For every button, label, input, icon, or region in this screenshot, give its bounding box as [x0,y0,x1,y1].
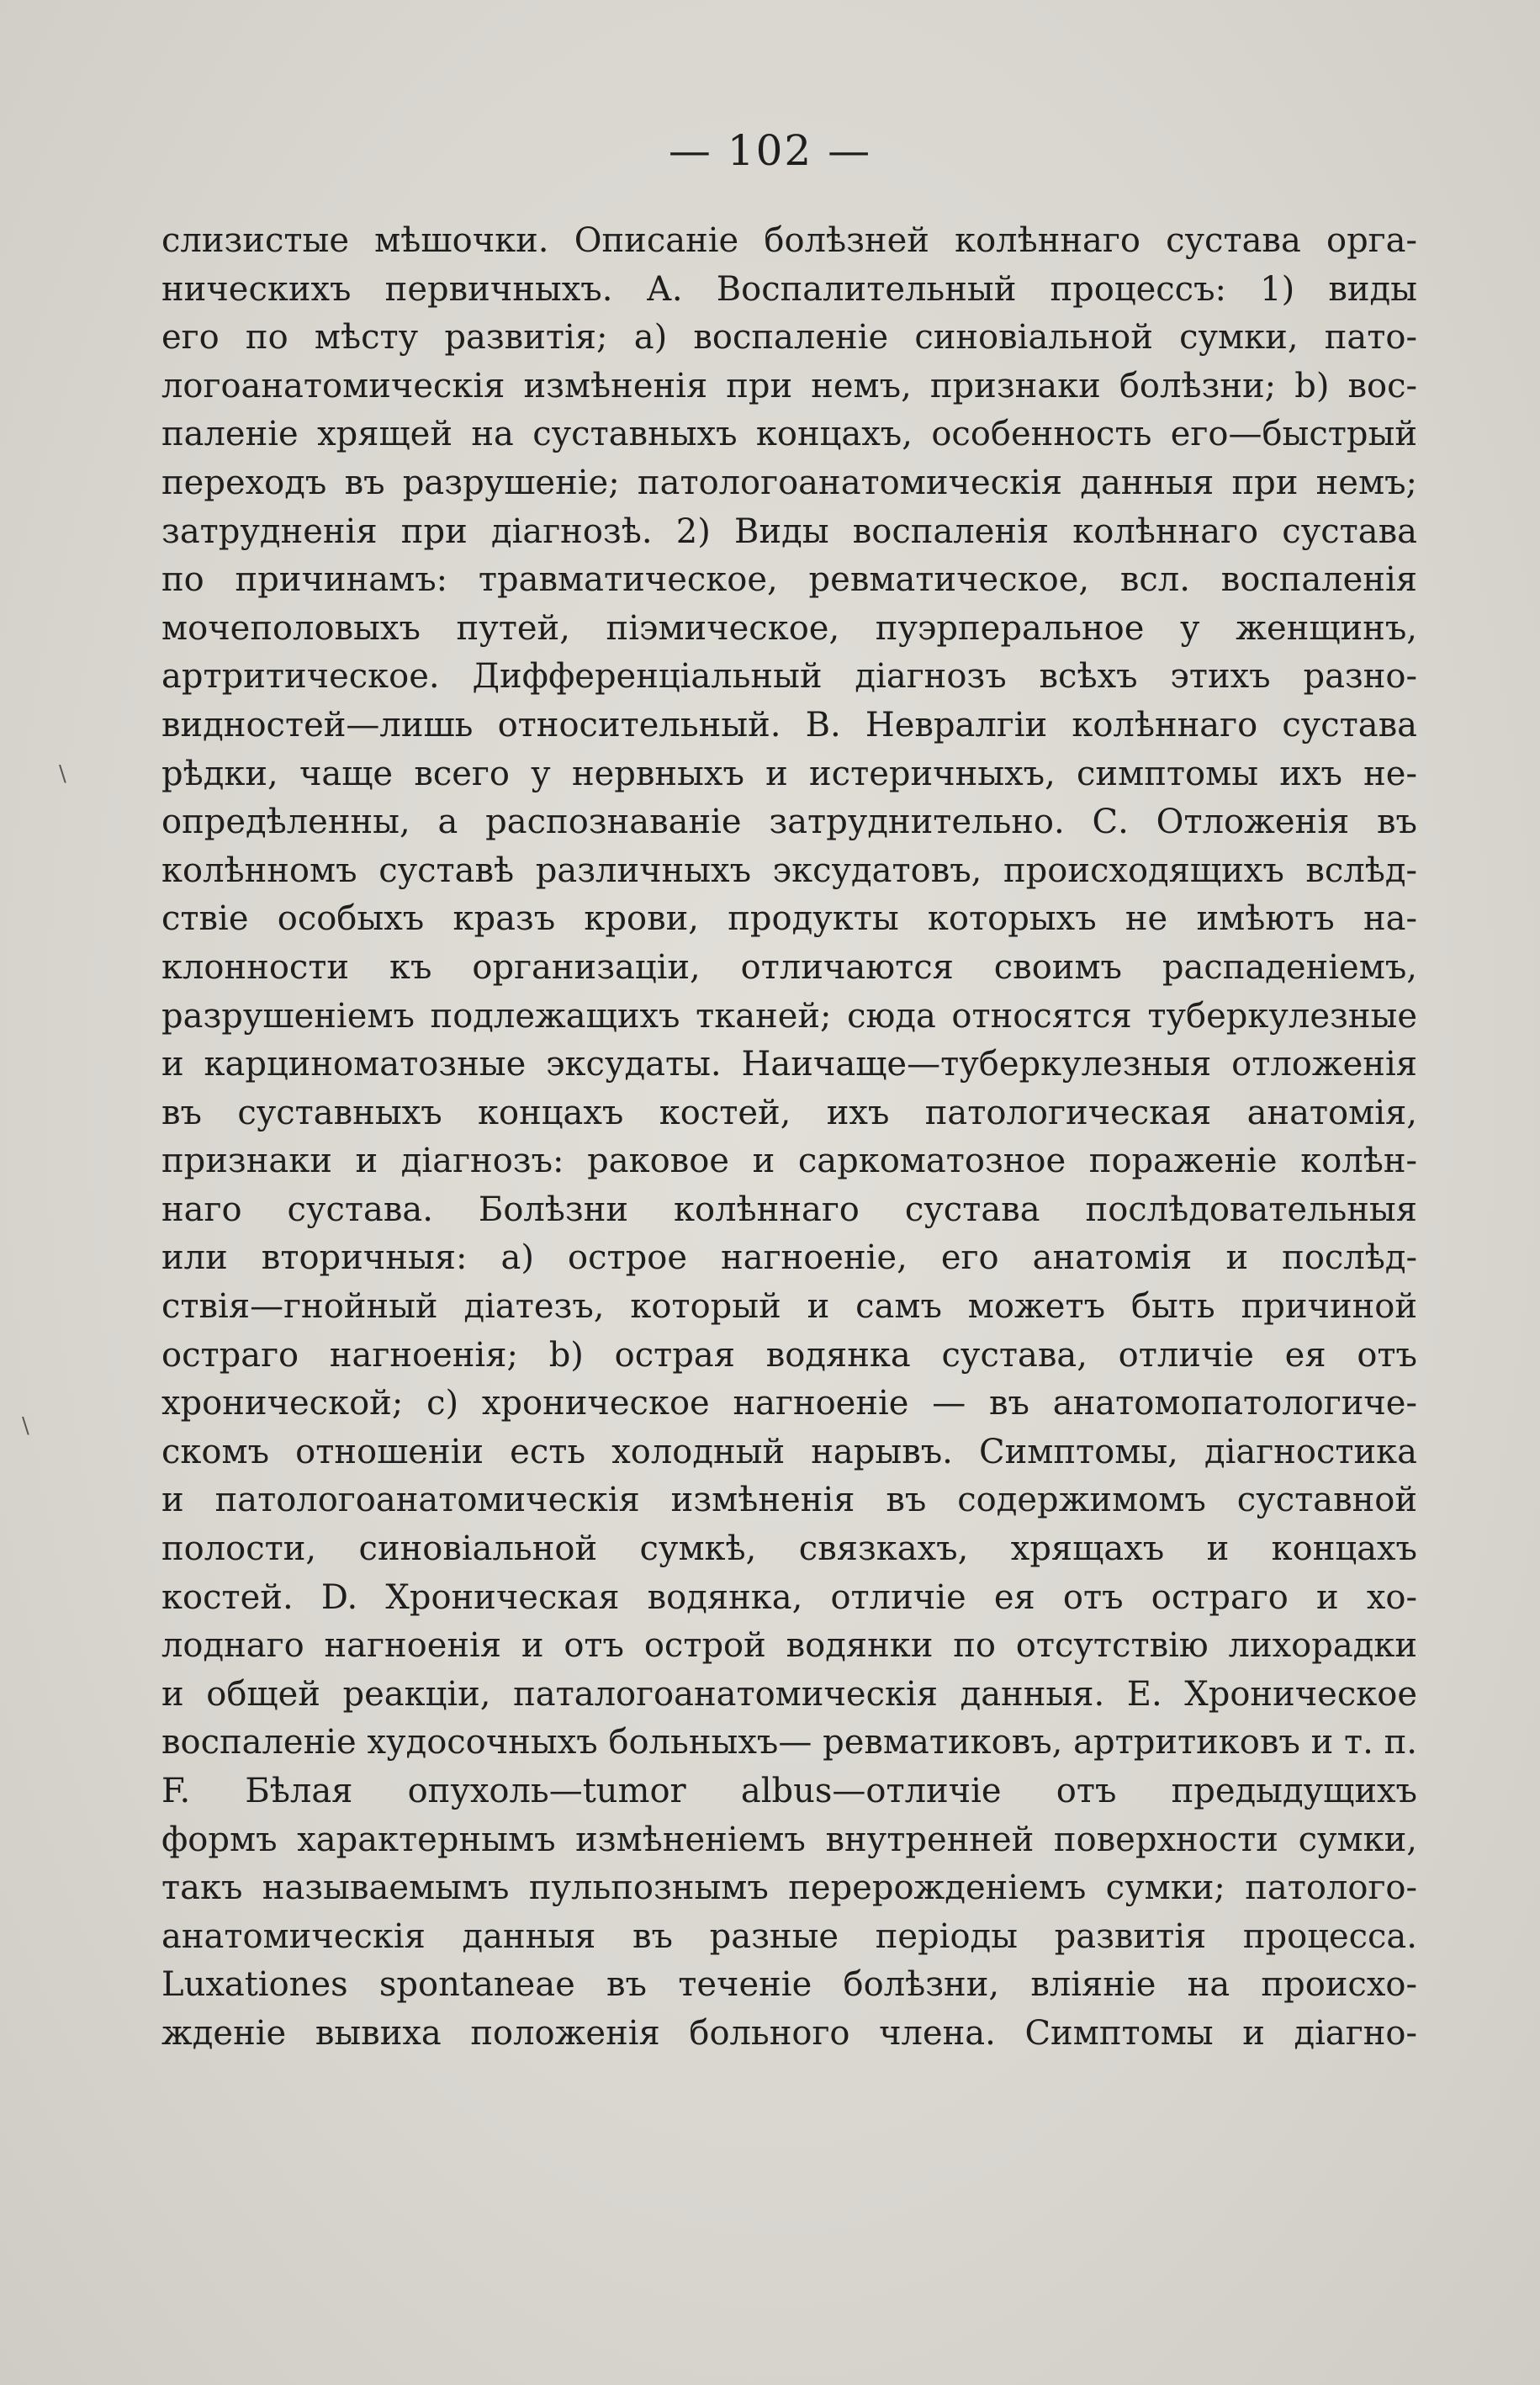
text-line: и патологоанатомическія измѣненія въ содержимомъ суставной [161,1481,1417,1520]
text-line: опредѣленны, а распознаваніе затруднительно. С. Отложенія въ [161,803,1417,842]
margin-mark: \ [22,1413,29,1439]
text-line: слизистые мѣшочки. Описаніе болѣзней колѣннаго сустава орга- [161,221,1417,260]
text-line: и общей реакціи, паталогоанатомическія данныя. Е. Хроническое [161,1674,1417,1714]
text-line: костей. D. Хроническая водянка, отличіе ея отъ остраго и хо- [161,1577,1417,1617]
text-line: наго сустава. Болѣзни колѣннаго сустава послѣдовательныя [161,1190,1417,1229]
text-line: такъ называемымъ пульпознымъ перерожденіемъ сумки; патолого- [161,1868,1417,1908]
margin-mark: \ [59,761,66,787]
text-line: колѣнномъ суставѣ различныхъ эксудатовъ, происходящихъ вслѣд- [161,851,1417,890]
text-line: разрушеніемъ подлежащихъ тканей; сюда относятся туберкулезные [161,996,1417,1036]
text-line: паленіе хрящей на суставныхъ концахъ, особенность его—быстрый [161,415,1417,454]
body-text [161,217,1417,2059]
text-line: признаки и діагнозъ: раковое и саркоматозное пораженіе колѣн- [161,1142,1417,1181]
text-line: клонности къ организаціи, отличаются своимъ распаденіемъ, [161,947,1417,987]
text-line: ническихъ первичныхъ. А. Воспалительный процессъ: 1) виды [161,269,1417,309]
text-line: или вторичныя: а) острое нагноеніе, его анатомія и послѣд- [161,1238,1417,1278]
text-line: рѣдки, чаще всего у нервныхъ и истеричныхъ, симптомы ихъ не- [161,754,1417,793]
text-line: артритическое. Дифференціальный діагнозъ всѣхъ этихъ разно- [161,657,1417,697]
text-line: логоанатомическія измѣненія при немъ, признаки болѣзни; b) вос- [161,366,1417,405]
text-line: и карциноматозные эксудаты. Наичаще—туберкулезныя отложенія [161,1045,1417,1084]
text-line: въ суставныхъ концахъ костей, ихъ патологическая анатомія, [161,1093,1417,1132]
text-line: ствіе особыхъ кразъ крови, продукты которыхъ не имѣютъ на- [161,899,1417,939]
text-line: затрудненія при діагнозѣ. 2) Виды воспаленія колѣннаго сустава [161,511,1417,551]
text-line: анатомическія данныя въ разные періоды развитія процесса. [161,1916,1417,1956]
text-line: по причинамъ: травматическое, ревматическое, всл. воспаленія [161,560,1417,600]
text-line: хронической; с) хроническое нагноеніе — въ анатомопатологиче- [161,1384,1417,1423]
text-line: его по мѣсту развитія; a) воспаленіе синовіальной сумки, пато- [161,318,1417,358]
text-line: формъ характернымъ измѣненіемъ внутренней поверхности сумки, [161,1820,1417,1859]
text-line: остраго нагноенія; b) острая водянка сустава, отличіе ея отъ [161,1335,1417,1375]
text-line: воспаленіе худосочныхъ больныхъ— ревматиковъ, артритиковъ и т. п. [161,1723,1417,1762]
text-line: переходъ въ разрушеніе; патологоанатомическія данныя при немъ; [161,463,1417,502]
text-line: мочеполовыхъ путей, піэмическое, пуэрперальное у женщинъ, [161,608,1417,648]
text-line: ствія—гнойный діатезъ, который и самъ можетъ быть причиной [161,1287,1417,1327]
text-line: жденіе вывиха положенія больного члена. Симптомы и діагно- [161,2013,1417,2053]
page-number: — 102 — [668,126,872,175]
text-line: лоднаго нагноенія и отъ острой водянки по отсутствію лихорадки [161,1626,1417,1666]
text-line: полости, синовіальной сумкѣ, связкахъ, хрящахъ и концахъ [161,1529,1417,1569]
text-line: скомъ отношеніи есть холодный нарывъ. Симптомы, діагностика [161,1432,1417,1471]
text-line: F. Бѣлая опухоль—tumor albus—отличіе отъ предыдущихъ [161,1772,1417,1810]
text-line: Luxationes spontaneae въ теченіе болѣзни, вліяніе на происхо- [161,1965,1417,2005]
text-line: видностей—лишь относительный. В. Невралгіи колѣннаго сустава [161,705,1417,745]
